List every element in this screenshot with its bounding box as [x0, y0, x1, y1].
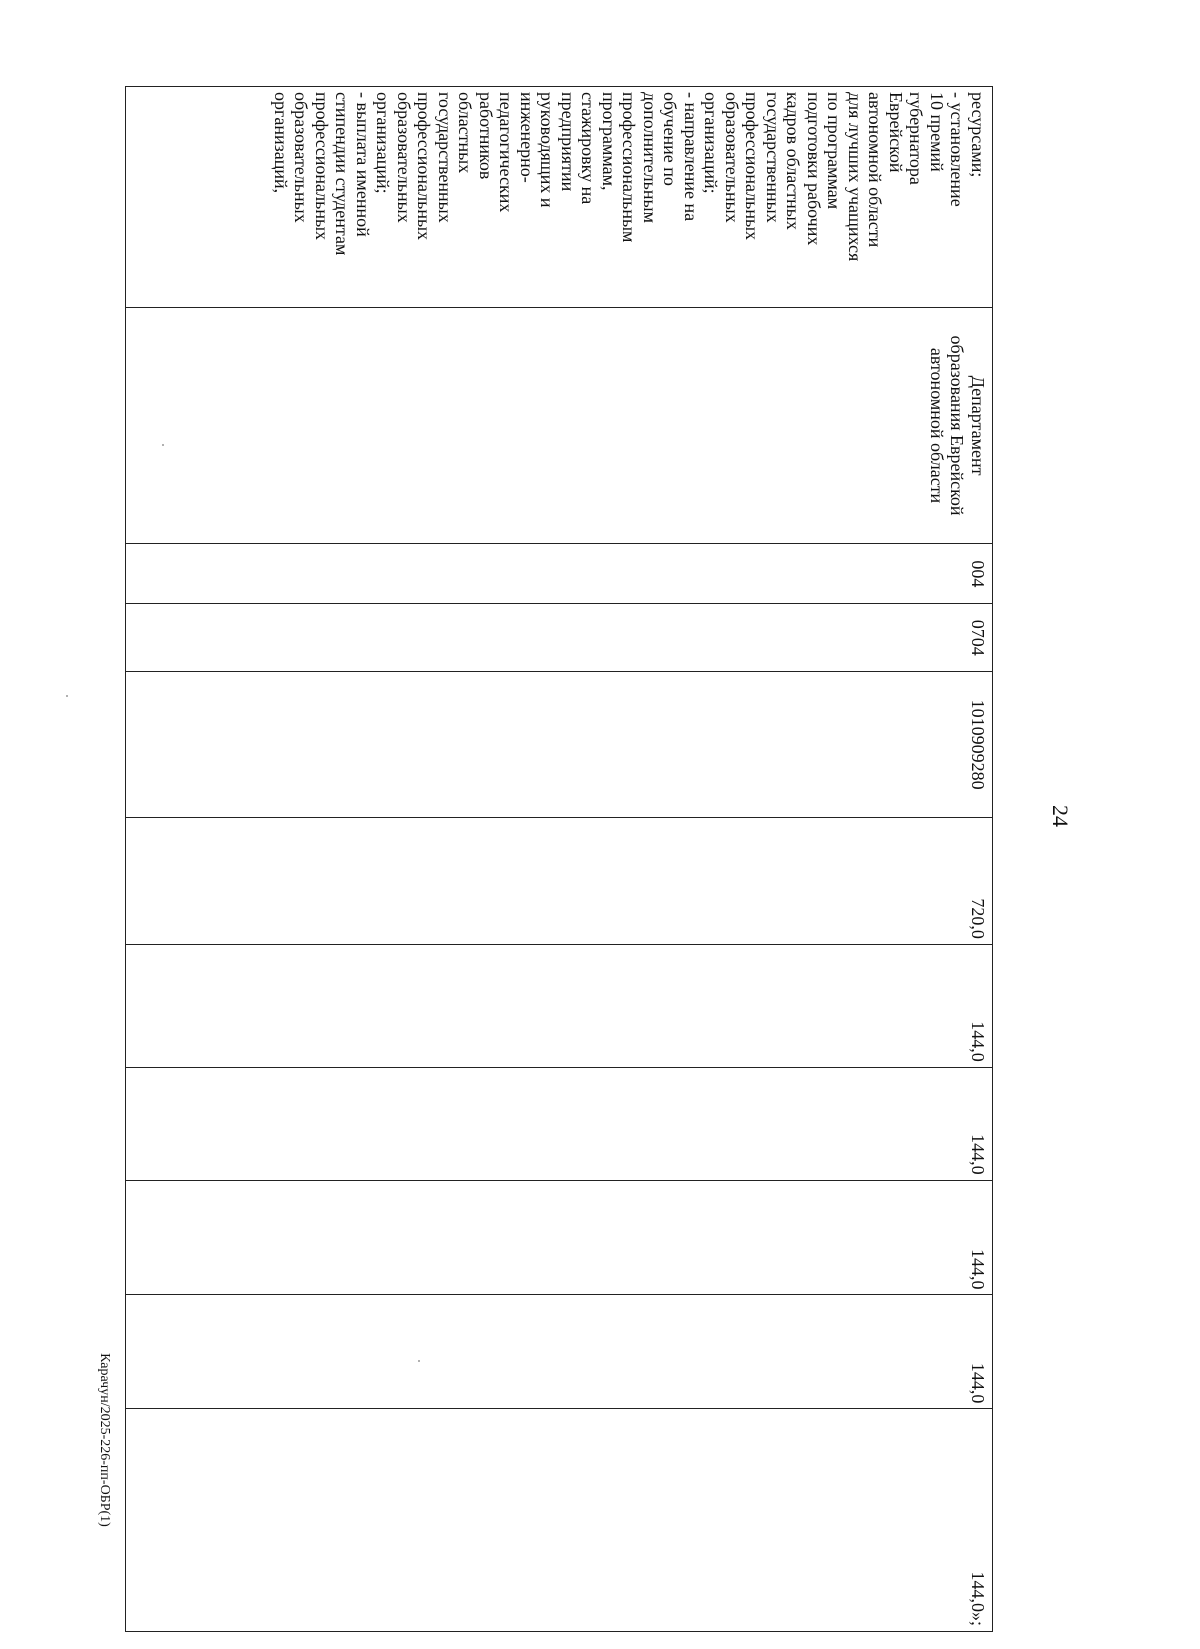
activity-text-line: педагогических — [496, 92, 517, 213]
scan-dot — [66, 695, 68, 697]
year-5-amount-cell: 144,0»; — [968, 1571, 988, 1627]
activity-text-line: ресурсами; — [968, 92, 988, 178]
budget-table — [125, 86, 993, 1632]
activity-text-line: государственных — [763, 92, 783, 223]
activity-text-line: профессиональных — [742, 92, 763, 241]
year-4-amount-cell: 144,0 — [126, 1295, 992, 1409]
year-2-amount-cell: 144,0 — [126, 1068, 992, 1181]
activity-text-line: губернатора — [906, 92, 927, 185]
section-code-cell: 0704 — [126, 604, 992, 672]
activity-text-line: инженерно- — [517, 92, 537, 183]
activity-text-line: руководящих и — [537, 92, 558, 208]
activity-text-line: организаций; — [701, 92, 722, 194]
footer-document-code: Карачун/2025-226-пп-ОБР(1) — [97, 1353, 112, 1527]
department-text-line: Департамент — [968, 375, 988, 476]
scan-dot — [162, 444, 164, 446]
budget-table-container — [125, 86, 993, 1632]
activity-text-line: по программам — [824, 92, 845, 210]
activity-text-line: подготовки рабочих — [804, 92, 824, 246]
activity-text-line: образовательных — [722, 92, 742, 223]
activity-text-line: организаций; — [373, 92, 394, 194]
activity-text-line: профессиональных — [312, 92, 332, 241]
activity-text-line: - установление — [947, 92, 968, 207]
activity-text-line: Еврейской — [886, 92, 906, 173]
activity-text-line: профессиональным — [619, 92, 640, 243]
activity-text-line: 10 премий — [927, 92, 947, 172]
activity-text-line: для лучших учащихся — [845, 92, 865, 262]
activity-text-line: стажировку на — [578, 92, 599, 205]
target-article-cell: 1010909280 — [126, 672, 992, 818]
total-amount-cell: 720,0 — [126, 818, 992, 945]
activity-text-line: работников — [476, 92, 496, 180]
responsible-department-cell — [126, 308, 992, 545]
activity-description-cell — [126, 87, 992, 308]
activity-text-line: профессиональных — [414, 92, 435, 241]
activity-text-line: обучение по — [660, 92, 681, 186]
page-number: 24 — [1048, 805, 1073, 827]
scan-dot — [418, 1360, 420, 1362]
activity-text-line: предприятии — [558, 92, 578, 192]
activity-text-line: стипендии студентам — [332, 92, 353, 256]
ministry-code-cell: 004 — [126, 544, 992, 604]
activity-text-line: организаций, — [271, 92, 291, 194]
activity-text-line: государственных — [435, 92, 455, 223]
activity-text-line: программам, — [599, 92, 619, 191]
activity-text-line: автономной области — [865, 92, 886, 248]
activity-text-line: дополнительным — [640, 92, 660, 223]
activity-text-line: областных — [455, 92, 476, 174]
activity-text-line: - выплата именной — [353, 92, 373, 237]
activity-text-line: - направление на — [681, 92, 701, 222]
activity-text-line: образовательных — [394, 92, 414, 223]
year-1-amount-cell: 144,0 — [126, 945, 992, 1068]
activity-text-line: образовательных — [291, 92, 312, 223]
department-text-line: образования Еврейской — [947, 335, 968, 516]
activity-text-line: кадров областных — [783, 92, 804, 230]
department-text-line: автономной области — [927, 347, 947, 504]
year-3-amount-cell: 144,0 — [126, 1181, 992, 1296]
